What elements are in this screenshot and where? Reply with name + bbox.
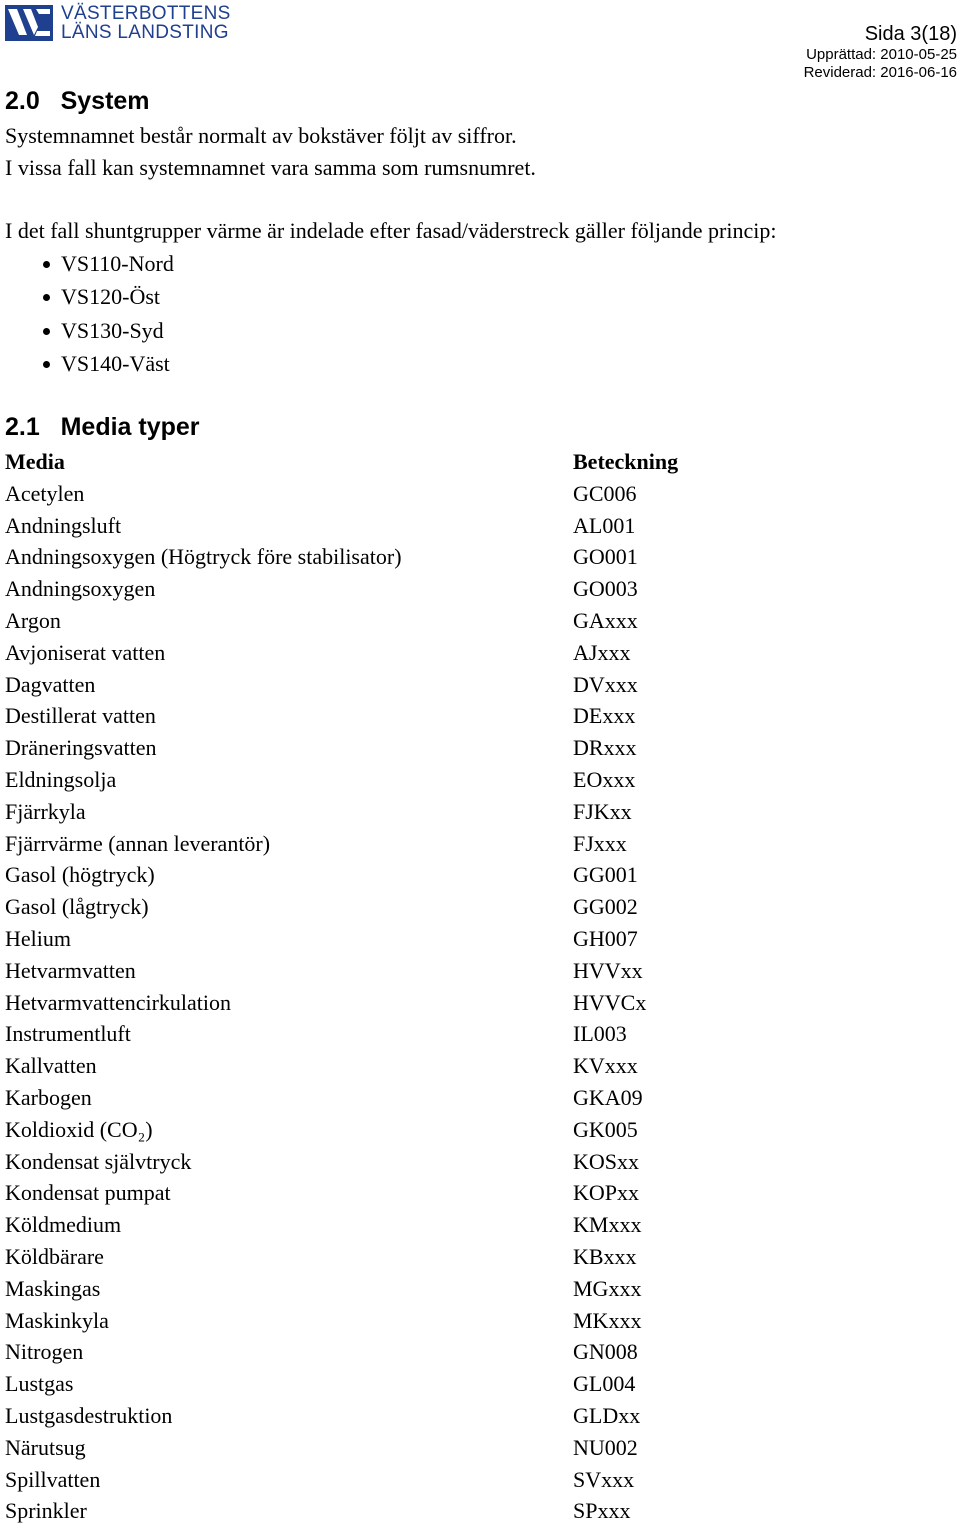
system-paragraph-3: I det fall shuntgrupper värme är indelade efter fasad/väderstreck gäller följande princip: <box>5 218 777 243</box>
logo-line-1: VÄSTERBOTTENS <box>61 3 231 24</box>
list-item: VS130-Syd <box>0 314 174 347</box>
created-date: Upprättad: 2010-05-25 <box>806 46 957 63</box>
organization-logo <box>5 4 231 42</box>
page-meta <box>804 22 957 82</box>
shunt-group-list <box>0 247 174 380</box>
bullet-icon <box>43 261 50 268</box>
bullet-icon <box>43 328 50 335</box>
section-system-heading: 2.0 System <box>5 87 150 115</box>
list-item: VS140-Väst <box>0 347 174 380</box>
bullet-icon <box>43 361 50 368</box>
list-item: VS110-Nord <box>0 247 174 280</box>
page-number: Sida 3(18) <box>864 23 957 45</box>
list-item: VS120-Öst <box>0 280 174 313</box>
landsting-logo-icon <box>5 5 53 41</box>
system-paragraph-1: Systemnamnet består normalt av bokstäver följt av siffror. <box>5 123 517 148</box>
system-paragraph-2: I vissa fall kan systemnamnet vara samma som rumsnumret. <box>5 155 536 180</box>
column-header-code: Beteckning <box>573 449 679 474</box>
column-header-media: Media <box>5 449 65 474</box>
section-media-heading: 2.1 Media typer <box>5 413 200 441</box>
logo-wordmark <box>61 4 231 42</box>
revised-date: Reviderad: 2016-06-16 <box>803 64 957 81</box>
bullet-icon <box>43 294 50 301</box>
logo-line-2: LÄNS LANDSTING <box>61 22 229 43</box>
